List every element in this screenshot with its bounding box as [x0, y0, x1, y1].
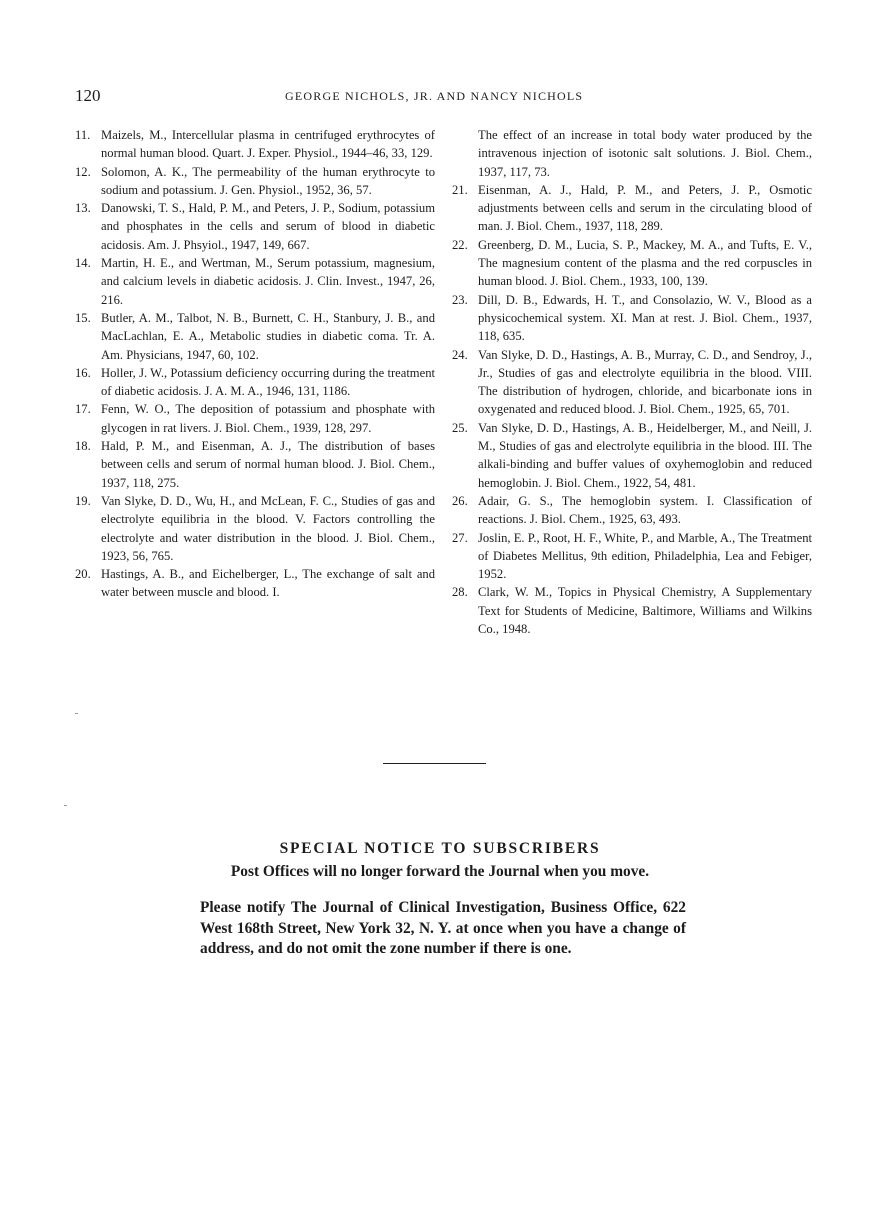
- reference-number: 16.: [75, 365, 91, 380]
- reference-number: 17.: [75, 402, 91, 417]
- reference-text: Eisenman, A. J., Hald, P. M., and Peters, J. P., Osmotic adjustments between cells and serum in the circulating blood of man. J. Biol. Chem., 1937, 118, 289.: [478, 182, 812, 234]
- reference-item: [75, 400, 435, 437]
- reference-item: [75, 126, 435, 163]
- reference-text: Joslin, E. P., Root, H. F., White, P., and Marble, A., The Treatment of Diabetes Mellitus, 9th edition, Philadelphia, Lea and Febiger, 1952.: [478, 530, 812, 582]
- reference-item: [452, 419, 812, 492]
- reference-number: 18.: [75, 439, 91, 454]
- reference-number: 13.: [75, 201, 91, 216]
- reference-text: Van Slyke, D. D., Hastings, A. B., Heidelberger, M., and Neill, J. M., Studies of gas and electrolyte equilibria in the blood. III. The alkali-binding and buffer values of oxyhemoglobin and reduced hemoglobin. J. Biol. Chem., 1922, 54, 481.: [478, 420, 812, 490]
- reference-text: Maizels, M., Intercellular plasma in centrifuged erythrocytes of normal human blood. Quart. J. Exper. Physiol., 1944–46, 33, 129.: [101, 128, 435, 161]
- reference-item: [75, 254, 435, 309]
- reference-item: [75, 309, 435, 364]
- reference-number: 27.: [452, 530, 468, 545]
- reference-item: [452, 583, 812, 638]
- notice-line: Post Offices will no longer forward the Journal when you move.: [230, 863, 650, 880]
- reference-number: 12.: [75, 164, 91, 179]
- references-right-column: [452, 126, 812, 638]
- reference-item: [75, 437, 435, 492]
- reference-text: Martin, H. E., and Wertman, M., Serum potassium, magnesium, and calcium levels in diabetic acidosis. J. Clin. Invest., 1947, 26, 216.: [101, 256, 435, 307]
- reference-number: 23.: [452, 292, 468, 307]
- running-head: GEORGE NICHOLS, JR. AND NANCY NICHOLS: [285, 89, 584, 103]
- reference-item: [452, 529, 812, 584]
- reference-item: [75, 199, 435, 254]
- reference-text: Solomon, A. K., The permeability of the human erythrocyte to sodium and potassium. J. Gen. Physiol., 1952, 36, 57.: [101, 164, 435, 197]
- reference-text: Butler, A. M., Talbot, N. B., Burnett, C. H., Stanbury, J. B., and MacLachlan, E. A., Metabolic studies in diabetic coma. Tr. A. Am. Physicians, 1947, 60, 102.: [101, 310, 435, 362]
- reference-text: Holler, J. W., Potassium deficiency occurring during the treatment of diabetic acidosis. J. A. M. A., 1946, 131, 1186.: [101, 365, 435, 399]
- reference-text: Danowski, T. S., Hald, P. M., and Peters, J. P., Sodium, potassium and phosphates in the cells and serum of blood in diabetic acidosis. Am. J. Phsyiol., 1947, 149, 667.: [101, 201, 435, 252]
- reference-item: [75, 565, 435, 602]
- reference-text: Adair, G. S., The hemoglobin system. I. Classification of reactions. J. Biol. Chem., 1925, 63, 493.: [478, 493, 812, 527]
- reference-number: 22.: [452, 237, 468, 252]
- reference-item: [452, 181, 812, 236]
- reference-number: 21.: [452, 182, 468, 197]
- print-speck: [64, 805, 67, 806]
- page-number: 120: [75, 86, 101, 105]
- reference-number: 28.: [452, 585, 468, 600]
- reference-item: [75, 492, 435, 565]
- reference-text: Van Slyke, D. D., Wu, H., and McLean, F. C., Studies of gas and electrolyte equilibria in the blood. V. Factors controlling the electrolyte and water distribution in the blood. J. Biol. Chem., 1923, 56, 765.: [101, 493, 435, 563]
- section-divider: [383, 763, 486, 764]
- reference-number: 26.: [452, 493, 468, 508]
- reference-number: 20.: [75, 567, 91, 582]
- reference-item: [452, 291, 812, 346]
- reference-text: Dill, D. B., Edwards, H. T., and Consolazio, W. V., Blood as a physicochemical system. XI. Man at rest. J. Biol. Chem., 1937, 118, 635.: [478, 292, 812, 344]
- reference-text: Hald, P. M., and Eisenman, A. J., The distribution of bases between cells and serum of normal human blood. J. Biol. Chem., 1937, 118, 275.: [101, 439, 435, 490]
- reference-number: 14.: [75, 256, 91, 271]
- reference-number: 11.: [75, 128, 91, 142]
- page-header: [75, 86, 810, 110]
- reference-item: [452, 346, 812, 419]
- reference-item: [75, 364, 435, 401]
- reference-number: 25.: [452, 420, 468, 435]
- reference-text: Greenberg, D. M., Lucia, S. P., Mackey, M. A., and Tufts, E. V., The magnesium content of the plasma and the red corpuscles in human blood. J. Biol. Chem., 1933, 100, 139.: [478, 237, 812, 289]
- references-left-column: [75, 126, 435, 602]
- reference-text: Clark, W. M., Topics in Physical Chemistry, A Supplementary Text for Students of Medicine, Baltimore, Williams and Wilkins Co., 1948.: [478, 585, 812, 637]
- reference-text: Fenn, W. O., The deposition of potassium and phosphate with glycogen in rat livers. J. Biol. Chem., 1939, 128, 297.: [101, 402, 435, 435]
- notice-paragraph: Please notify The Journal of Clinical Investigation, Business Office, 622 West 168th Street, New York 32, N. Y. at once when you have a change of address, and do not omit the zone number if there is one.: [200, 899, 686, 957]
- reference-item: [75, 163, 435, 200]
- notice-title: SPECIAL NOTICE TO SUBSCRIBERS: [279, 840, 601, 857]
- print-speck: [75, 713, 78, 714]
- reference-item: [452, 492, 812, 529]
- reference-item: [452, 236, 812, 291]
- reference-text: Hastings, A. B., and Eichelberger, L., The exchange of salt and water between muscle and blood. I.: [101, 567, 435, 600]
- reference-number: 15.: [75, 310, 91, 325]
- reference-continuation: The effect of an increase in total body water produced by the intravenous injection of isotonic salt solutions. J. Biol. Chem., 1937, 117, 73.: [478, 128, 812, 179]
- reference-number: 19.: [75, 493, 91, 508]
- reference-text: Van Slyke, D. D., Hastings, A. B., Murray, C. D., and Sendroy, J., Jr., Studies of gas and electrolyte equilibria in the blood. VIII. The distribution of hydrogen, chloride, and bicarbonate ions in oxygenated and reduced blood. J. Biol. Chem., 1925, 65, 701.: [478, 347, 812, 417]
- reference-number: 24.: [452, 347, 468, 362]
